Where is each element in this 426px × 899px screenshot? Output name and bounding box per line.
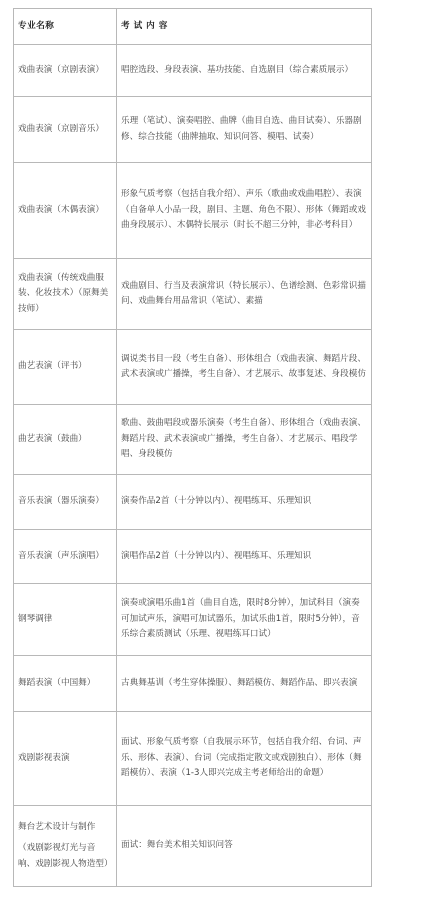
header-content: 考 试 内 容 [117,9,372,45]
table-header-row [14,9,372,45]
row-major: 曲艺表演（评书） [14,330,117,405]
row-major-subtitle: （戏剧影视灯光与音响、戏剧影视人物造型） [18,843,113,869]
table-row [14,806,372,887]
row-content: 形象气质考察（包括自我介绍）、声乐（歌曲或戏曲唱腔）、表演（自备单人小品一段，剧目、主题、角色不限）、形体（舞蹈或戏曲身段展示）、木偶特长展示（时长不超三分钟，非必考科目） [117,163,372,259]
table-row [14,656,372,712]
table-row [14,584,372,656]
row-content: 歌曲、鼓曲唱段或器乐演奏（考生自备）、形体组合（戏曲表演、舞蹈片段、武术表演或广播操，考生自备）、才艺展示、唱段学唱、身段模仿 [117,405,372,475]
exam-content-table [13,8,372,887]
row-major: 戏剧影视表演 [14,712,117,806]
table-row [14,45,372,97]
row-major: 戏曲表演（京剧表演） [14,45,117,97]
row-major: 戏曲表演（木偶表演） [14,163,117,259]
row-major: 舞蹈表演（中国舞） [14,656,117,712]
table-row [14,330,372,405]
row-major-title: 舞台艺术设计与制作 [18,821,96,832]
table-row [14,259,372,330]
table-row [14,712,372,806]
row-major: 钢琴调律 [14,584,117,656]
row-content: 古典舞基训（考生穿体操服）、舞蹈模仿、舞蹈作品、即兴表演 [117,656,372,712]
row-content: 演奏作品2首（十分钟以内）、视唱练耳、乐理知识 [117,475,372,530]
row-content: 戏曲剧目、行当及表演常识（特长展示）、色谱绘测、色彩常识描问、戏曲舞台用品常识（笔试）、素描 [117,259,372,330]
row-content: 面试、形象气质考察（自我展示环节，包括自我介绍、台词、声乐、形体、表演）、台词（完成指定散文或戏剧独白）、形体（舞蹈模仿）、表演（1-3人即兴完成主考老师给出的命题） [117,712,372,806]
row-content: 演奏或演唱乐曲1首（曲目自选，限时8分钟），加试科目（演奏可加试声乐，演唱可加试器乐，加试乐曲1首，限时5分钟），音乐综合素质测试（乐理、视唱练耳口试） [117,584,372,656]
row-content: 面试：舞台美术相关知识问答 [117,806,372,887]
row-major: 戏曲表演（传统戏曲服装、化妆技术）（原舞美技师） [14,259,117,330]
row-content: 调说类书目一段（考生自备）、形体组合（戏曲表演、舞蹈片段、武术表演或广播操，考生自备）、才艺展示、故事复述、身段模仿 [117,330,372,405]
table-row [14,163,372,259]
table-row [14,530,372,584]
row-major: 戏曲表演（京剧音乐） [14,97,117,163]
table-row [14,405,372,475]
row-major [14,806,117,887]
row-major: 音乐表演（器乐演奏） [14,475,117,530]
header-major: 专业名称 [14,9,117,45]
row-major: 音乐表演（声乐演唱） [14,530,117,584]
row-content: 演唱作品2首（十分钟以内）、视唱练耳、乐理知识 [117,530,372,584]
table-row [14,97,372,163]
row-content: 乐理（笔试）、演奏唱腔、曲牌（曲目自选、曲目试奏）、乐器剧修、综合技能（曲牌抽取、知识问答、模唱、试奏） [117,97,372,163]
row-content: 唱腔选段、身段表演、基功技能、自选剧目（综合素质展示） [117,45,372,97]
table-row [14,475,372,530]
row-major: 曲艺表演（鼓曲） [14,405,117,475]
